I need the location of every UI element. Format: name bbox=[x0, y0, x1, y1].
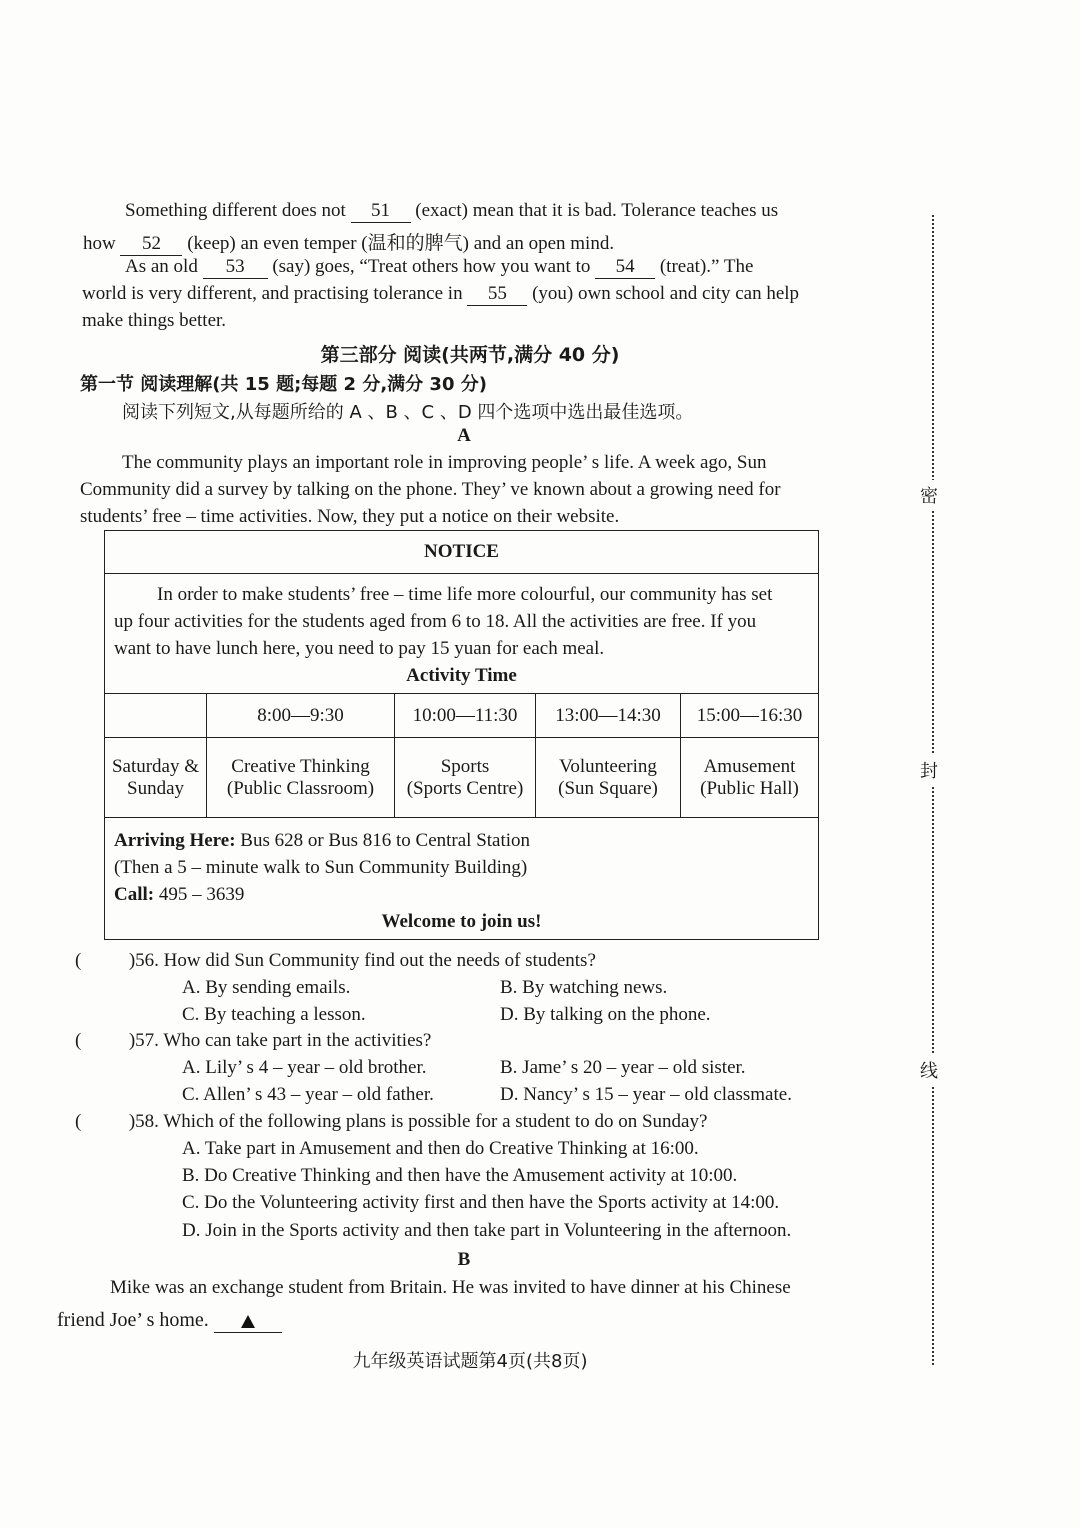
arrive-label: Arriving Here: bbox=[114, 830, 236, 851]
schedule-corner-cell bbox=[105, 694, 207, 737]
day-label: Saturday & bbox=[111, 755, 200, 777]
question-stem: How did Sun Community find out the needs of students? bbox=[163, 950, 596, 971]
activity-name: Volunteering bbox=[559, 755, 657, 777]
blank-54: 54 bbox=[595, 256, 655, 279]
time-cell bbox=[395, 694, 536, 737]
notice-body-row bbox=[105, 574, 818, 694]
question-56 bbox=[75, 950, 596, 972]
option-a: A. By sending emails. bbox=[182, 977, 351, 998]
question-58 bbox=[75, 1111, 707, 1133]
binding-char-xian: 线 bbox=[920, 1055, 938, 1085]
activity-name: Amusement bbox=[703, 755, 796, 777]
page-footer: 九年级英语试题第4页(共8页) bbox=[352, 1351, 588, 1372]
option-a: A. Take part in Amusement and then do Creative Thinking at 16:00. bbox=[182, 1138, 699, 1159]
notice-title: NOTICE bbox=[424, 541, 499, 562]
schedule-activity-row bbox=[105, 738, 818, 818]
call-line bbox=[114, 884, 244, 906]
passage-b-line-2 bbox=[57, 1309, 282, 1333]
question-stem: Which of the following plans is possible for a student to do on Sunday? bbox=[163, 1111, 708, 1132]
cloze-line-2 bbox=[83, 228, 614, 256]
passage-b-line-1: Mike was an exchange student from Britain. He was invited to have dinner at his Chinese bbox=[110, 1277, 791, 1298]
passage-a-letter: A bbox=[457, 425, 471, 446]
schedule-time-row bbox=[105, 694, 818, 738]
call-label: Call: bbox=[114, 884, 155, 905]
activity-place: (Sun Square) bbox=[558, 777, 658, 799]
activity-cell bbox=[681, 738, 818, 817]
blank-51: 51 bbox=[351, 200, 411, 223]
question-stem: Who can take part in the activities? bbox=[163, 1030, 432, 1051]
activity-cell bbox=[207, 738, 395, 817]
notice-info-row bbox=[105, 818, 818, 939]
blank-53: 53 bbox=[203, 256, 268, 279]
activity-place: (Public Classroom) bbox=[226, 777, 375, 799]
binding-char-mi: 密 bbox=[920, 480, 938, 510]
blank-52: 52 bbox=[120, 233, 182, 256]
notice-body-line-2: up four activities for the students aged from 6 to 18. All the activities are free. If you bbox=[114, 611, 757, 632]
activity-time-heading: Activity Time bbox=[406, 665, 517, 686]
passage-a-line-3: students’ free – time activities. Now, they put a notice on their website. bbox=[80, 506, 620, 527]
cloze-line-3 bbox=[125, 256, 753, 279]
time-label: 15:00—16:30 bbox=[696, 704, 803, 726]
answer-paren: ( bbox=[75, 1111, 82, 1132]
binding-char-feng: 封 bbox=[920, 755, 938, 785]
cloze-text: (treat).” The bbox=[659, 256, 754, 277]
question-number: )56. bbox=[128, 950, 159, 971]
cloze-text: Something different does not bbox=[125, 200, 346, 221]
activity-name: Creative Thinking bbox=[231, 755, 370, 777]
option-d: D. Nancy’ s 15 – year – old classmate. bbox=[500, 1084, 792, 1105]
time-label: 8:00—9:30 bbox=[257, 704, 344, 726]
part3-heading: 第三部分 阅读(共两节,满分 40 分) bbox=[320, 344, 620, 366]
activity-cell bbox=[395, 738, 536, 817]
question-number: )58. bbox=[128, 1111, 159, 1132]
cloze-text: As an old bbox=[125, 256, 198, 277]
option-c: C. Do the Volunteering activity first and then have the Sports activity at 14:00. bbox=[182, 1192, 780, 1213]
activity-place: (Sports Centre) bbox=[406, 777, 524, 799]
arrive-note: (Then a 5 – minute walk to Sun Community Building) bbox=[114, 857, 528, 878]
triangle-icon bbox=[241, 1315, 255, 1328]
cloze-text: (you) own school and city can help bbox=[532, 283, 800, 304]
activity-name: Sports bbox=[440, 755, 490, 777]
passage-b-text: friend Joe’ s home. bbox=[57, 1309, 209, 1331]
arrive-text: Bus 628 or Bus 816 to Central Station bbox=[235, 830, 531, 851]
option-d: D. Join in the Sports activity and then take part in Volunteering in the afternoon. bbox=[182, 1220, 792, 1241]
passage-b-letter: B bbox=[457, 1249, 471, 1270]
time-cell bbox=[207, 694, 395, 737]
time-label: 10:00—11:30 bbox=[412, 704, 518, 726]
activity-place: (Public Hall) bbox=[700, 777, 799, 799]
cloze-text: (exact) mean that it is bad. Tolerance teaches us bbox=[415, 200, 779, 221]
notice-body-line-3: want to have lunch here, you need to pay 15 yuan for each meal. bbox=[114, 638, 605, 659]
welcome-text: Welcome to join us! bbox=[381, 911, 542, 932]
call-number: 495 – 3639 bbox=[154, 884, 245, 905]
notice-box bbox=[104, 530, 819, 940]
cloze-text: (keep) an even temper (温和的脾气) and an open mind. bbox=[187, 233, 615, 254]
cloze-text: (say) goes, “Treat others how you want to bbox=[272, 256, 591, 277]
time-cell bbox=[681, 694, 818, 737]
answer-paren: ( bbox=[75, 1030, 82, 1051]
option-b: B. Do Creative Thinking and then have the Amusement activity at 10:00. bbox=[182, 1165, 738, 1186]
cloze-line-4 bbox=[82, 283, 799, 306]
cloze-text: how bbox=[83, 233, 116, 254]
notice-title-row bbox=[105, 531, 818, 574]
option-d: D. By talking on the phone. bbox=[500, 1004, 711, 1025]
cloze-line-1 bbox=[125, 200, 778, 223]
section1-heading: 第一节 阅读理解(共 15 题;每题 2 分,满分 30 分) bbox=[80, 374, 487, 395]
reading-instruction: 阅读下列短文,从每题所给的 A 、B 、C 、D 四个选项中选出最佳选项。 bbox=[122, 402, 694, 423]
time-label: 13:00—14:30 bbox=[555, 704, 661, 726]
arrive-line bbox=[114, 830, 530, 852]
answer-paren: ( bbox=[75, 950, 82, 971]
passage-a-line-2: Community did a survey by talking on the phone. They’ ve known about a growing need for bbox=[80, 479, 781, 500]
cloze-text: world is very different, and practising tolerance in bbox=[82, 283, 463, 304]
answer-blank bbox=[214, 1309, 282, 1333]
passage-a-line-1: The community plays an important role in improving people’ s life. A week ago, Sun bbox=[122, 452, 767, 473]
option-b: B. Jame’ s 20 – year – old sister. bbox=[500, 1057, 746, 1078]
day-label: Sunday bbox=[127, 777, 184, 799]
binding-dotted-line bbox=[932, 215, 934, 1365]
option-b: B. By watching news. bbox=[500, 977, 668, 998]
option-c: C. Allen’ s 43 – year – old father. bbox=[182, 1084, 434, 1105]
activity-cell bbox=[536, 738, 681, 817]
day-cell bbox=[105, 738, 207, 817]
question-57 bbox=[75, 1030, 431, 1052]
option-a: A. Lily’ s 4 – year – old brother. bbox=[182, 1057, 427, 1078]
blank-55: 55 bbox=[467, 283, 527, 306]
notice-body-line-1: In order to make students’ free – time life more colourful, our community has set bbox=[157, 584, 773, 605]
option-c: C. By teaching a lesson. bbox=[182, 1004, 366, 1025]
time-cell bbox=[536, 694, 681, 737]
question-number: )57. bbox=[128, 1030, 159, 1051]
cloze-line-5: make things better. bbox=[82, 310, 227, 331]
